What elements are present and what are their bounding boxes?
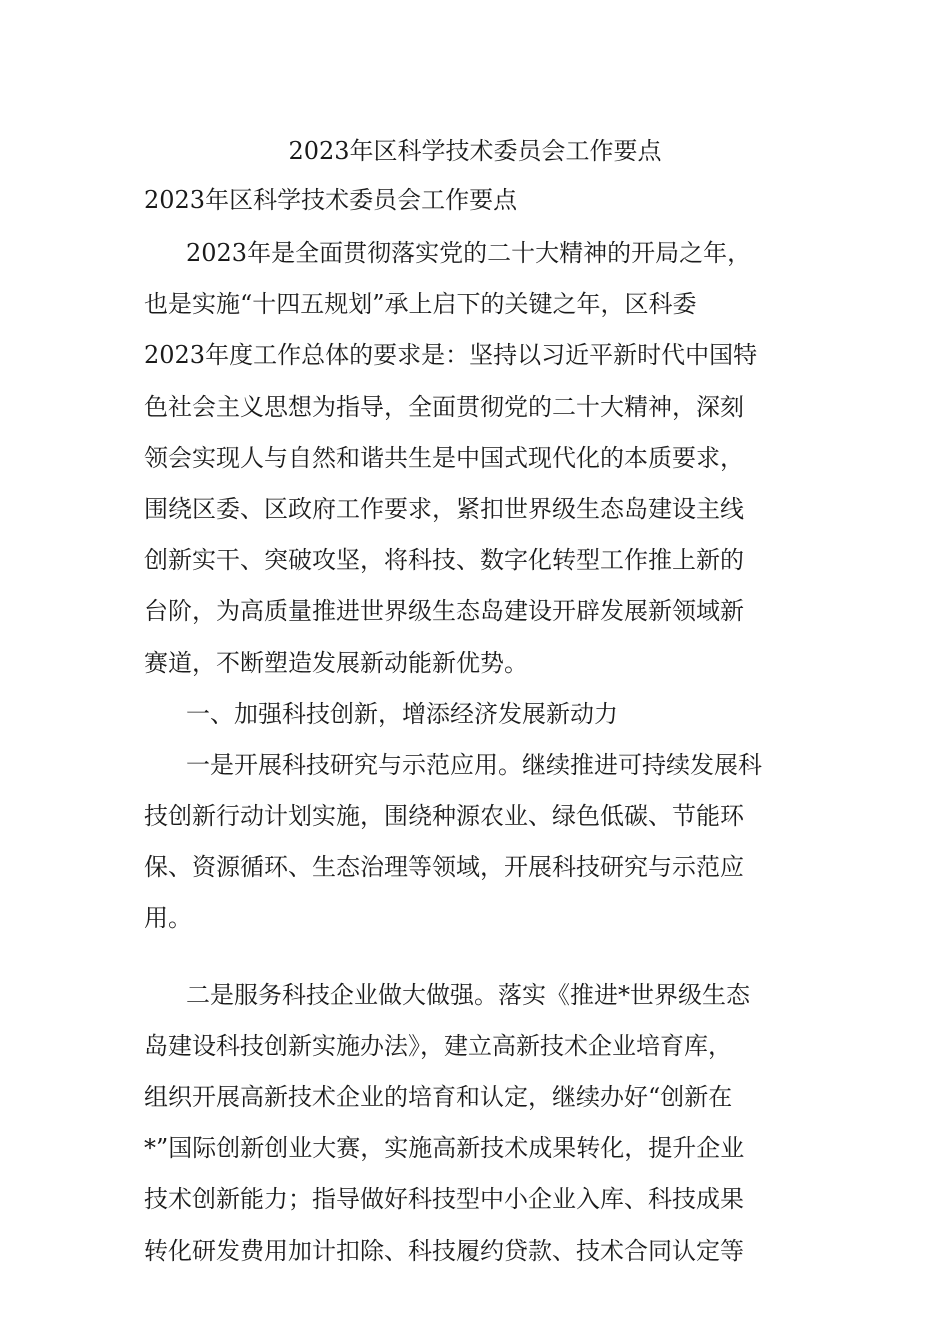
paragraph-line: 二是服务科技企业做大做强。落实《推进*世界级生态 <box>186 980 750 1009</box>
paragraph-line: 一是开展科技研究与示范应用。继续推进可持续发展科 <box>186 750 762 779</box>
paragraph-line: 色社会主义思想为指导，全面贯彻党的二十大精神，深刻 <box>144 392 744 421</box>
document-body <box>144 233 824 1282</box>
paragraph-line: 转化研发费用加计扣除、科技履约贷款、技术合同认定等 <box>144 1236 744 1265</box>
paragraph-line: 2023年度工作总体的要求是：坚持以习近平新时代中国特 <box>144 341 758 370</box>
paragraph-line: 台阶，为高质量推进世界级生态岛建设开辟发展新领域新 <box>144 597 744 626</box>
paragraph-line: *”国际创新创业大赛，实施高新技术成果转化，提升企业 <box>144 1134 745 1163</box>
paragraph-line: 组织开展高新技术企业的培育和认定，继续办好“创新在 <box>144 1083 733 1111</box>
paragraph-line: 2023年是全面贯彻落实党的二十大精神的开局之年， <box>186 239 752 267</box>
paragraph-line: 用。 <box>144 904 192 933</box>
section-heading: 一、加强科技创新，增添经济发展新动力 <box>186 699 618 728</box>
paragraph-line: 围绕区委、区政府工作要求，紧扣世界级生态岛建设主线 <box>144 494 744 523</box>
document-title: 2023年区科学技术委员会工作要点 <box>288 137 662 165</box>
paragraph-line: 岛建设科技创新实施办法》，建立高新技术企业培育库， <box>144 1031 732 1060</box>
paragraph-line: 保、资源循环、生态治理等领域，开展科技研究与示范应 <box>144 853 744 882</box>
paragraph-line: 也是实施“十四五规划”承上启下的关键之年，区科委 <box>144 290 697 319</box>
paragraph-line: 技术创新能力；指导做好科技型中小企业入库、科技成果 <box>144 1185 744 1214</box>
paragraph-gap <box>144 950 824 975</box>
paragraph-line: 领会实现人与自然和谐共生是中国式现代化的本质要求， <box>144 443 744 472</box>
document-subtitle: 2023年区科学技术委员会工作要点 <box>144 186 518 214</box>
paragraph-line: 技创新行动计划实施，围绕种源农业、绿色低碳、节能环 <box>144 802 744 831</box>
paragraph-line: 赛道，不断塑造发展新动能新优势。 <box>144 648 528 677</box>
paragraph-line: 创新实干、突破攻坚，将科技、数字化转型工作推上新的 <box>144 546 744 575</box>
